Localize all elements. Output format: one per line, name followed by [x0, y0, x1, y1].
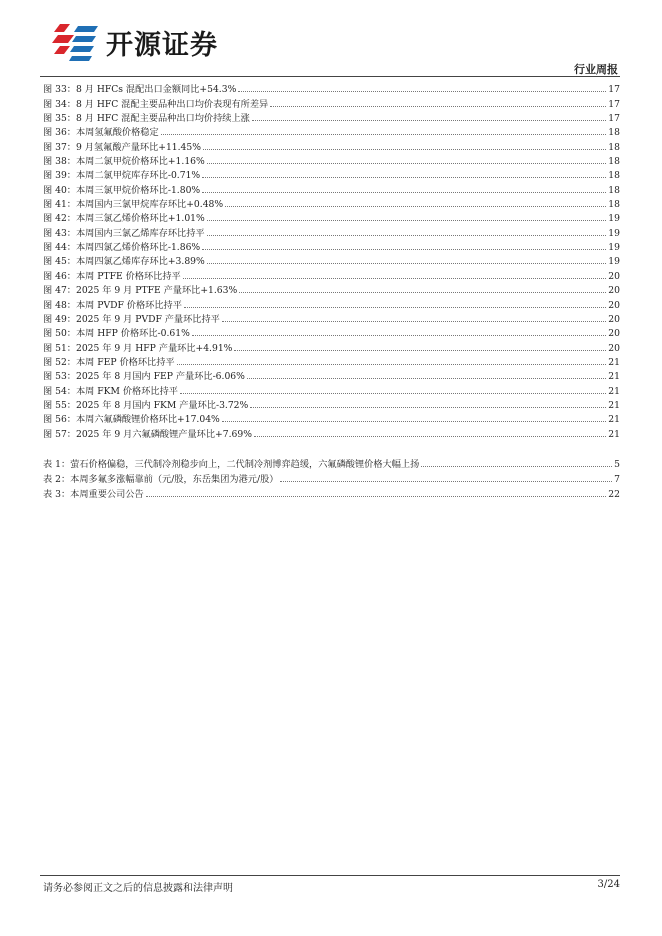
dot-leader	[225, 206, 606, 207]
figure-entry-label: 图 35：8 月 HFC 混配主要品种出口均价持续上涨	[43, 113, 250, 125]
figure-entry[interactable]	[43, 296, 620, 310]
figure-entry[interactable]	[43, 95, 620, 109]
figure-entry[interactable]	[43, 397, 620, 411]
dot-leader	[250, 407, 606, 408]
figure-entry-page: 18	[608, 170, 620, 182]
dot-leader	[202, 192, 606, 193]
figure-entry-label: 图 48：本周 PVDF 价格环比持平	[43, 299, 182, 311]
dot-leader	[146, 496, 607, 497]
figure-entry-label: 图 45：本周四氯乙烯库存环比+3.89%	[43, 256, 205, 268]
dot-leader	[239, 292, 606, 293]
figure-entry-page: 20	[608, 270, 620, 282]
dot-leader	[183, 278, 607, 279]
figure-entry[interactable]	[43, 354, 620, 368]
figure-entry-page: 21	[608, 414, 620, 426]
figure-entry-page: 18	[608, 184, 620, 196]
dot-leader	[207, 235, 607, 236]
figure-entry-label: 图 44：本周四氯乙烯价格环比-1.86%	[43, 242, 201, 254]
figure-entry[interactable]	[43, 253, 620, 267]
figure-entry-page: 21	[608, 399, 620, 411]
figure-list	[43, 81, 620, 440]
table-entry[interactable]	[43, 485, 620, 500]
table-entry-page: 7	[614, 474, 620, 485]
figure-entry[interactable]	[43, 325, 620, 339]
dot-leader	[252, 120, 606, 121]
figure-entry[interactable]	[43, 368, 620, 382]
figure-entry[interactable]	[43, 411, 620, 425]
table-list	[43, 455, 620, 500]
table-entry[interactable]	[43, 470, 620, 485]
figure-entry-page: 20	[608, 328, 620, 340]
dot-leader	[421, 466, 612, 467]
brand-name: 开源证券	[106, 29, 218, 61]
dot-leader	[238, 91, 606, 92]
dot-leader	[202, 177, 606, 178]
brand-logo	[52, 20, 252, 64]
dot-leader	[177, 364, 607, 365]
figure-entry[interactable]	[43, 224, 620, 238]
figure-entry-label: 图 52：本周 FEP 价格环比持平	[43, 356, 175, 368]
dot-leader	[280, 481, 612, 482]
dot-leader	[161, 134, 607, 135]
figure-entry-page: 19	[608, 242, 620, 254]
figure-entry-label: 图 55：2025 年 8 月国内 FKM 产量环比-3.72%	[43, 399, 249, 411]
table-entry-label: 表 1：萤石价格偏稳，三代制冷剂稳步向上，二代制冷剂博弈趋缓，六氟磷酸锂价格大幅上扬	[43, 459, 420, 470]
dot-leader	[180, 393, 606, 394]
table-entry-label: 表 2：本周多氟多涨幅靠前（元/股，东岳集团为港元/股）	[43, 474, 279, 485]
figure-entry-page: 18	[608, 199, 620, 211]
figure-entry[interactable]	[43, 267, 620, 281]
figure-entry[interactable]	[43, 239, 620, 253]
kaiyuan-logo-icon	[52, 22, 100, 62]
figure-entry[interactable]	[43, 167, 620, 181]
figure-entry[interactable]	[43, 124, 620, 138]
figure-entry-label: 图 39：本周二氯甲烷库存环比-0.71%	[43, 170, 201, 182]
figure-entry[interactable]	[43, 311, 620, 325]
figure-entry-label: 图 49：2025 年 9 月 PVDF 产量环比持平	[43, 313, 220, 325]
figure-entry[interactable]	[43, 153, 620, 167]
dot-leader	[202, 249, 606, 250]
dot-leader	[207, 263, 607, 264]
figure-entry-page: 19	[608, 256, 620, 268]
figure-entry-page: 20	[608, 285, 620, 297]
figure-entry-page: 17	[608, 84, 620, 96]
figure-entry-page: 18	[608, 156, 620, 168]
table-entry-page: 5	[614, 459, 620, 470]
footer-divider	[40, 875, 620, 876]
figure-entry-label: 图 54：本周 FKM 价格环比持平	[43, 385, 178, 397]
dot-leader	[270, 106, 606, 107]
dot-leader	[222, 421, 607, 422]
figure-entry-label: 图 57：2025 年 9 月六氟磷酸锂产量环比+7.69%	[43, 428, 252, 440]
figure-entry-page: 18	[608, 127, 620, 139]
figure-entry[interactable]	[43, 210, 620, 224]
figure-entry-page: 19	[608, 213, 620, 225]
dot-leader	[254, 436, 606, 437]
figure-entry-page: 20	[608, 342, 620, 354]
figure-entry-page: 20	[608, 299, 620, 311]
figure-entry-label: 图 50：本周 HFP 价格环比-0.61%	[43, 328, 190, 340]
figure-entry-page: 20	[608, 313, 620, 325]
figure-entry-page: 19	[608, 227, 620, 239]
dot-leader	[207, 220, 607, 221]
figure-entry-label: 图 56：本周六氟磷酸锂价格环比+17.04%	[43, 414, 220, 426]
figure-entry-label: 图 53：2025 年 8 月国内 FEP 产量环比-6.06%	[43, 371, 245, 383]
figure-entry[interactable]	[43, 425, 620, 439]
page-number: 3/24	[597, 879, 620, 890]
figure-entry-page: 21	[608, 428, 620, 440]
figure-entry-label: 图 36：本周氢氟酸价格稳定	[43, 127, 159, 139]
figure-entry-page: 21	[608, 385, 620, 397]
figure-entry[interactable]	[43, 138, 620, 152]
dot-leader	[234, 350, 606, 351]
dot-leader	[207, 163, 607, 164]
figure-entry[interactable]	[43, 81, 620, 95]
figure-entry-label: 图 47：2025 年 9 月 PTFE 产量环比+1.63%	[43, 285, 238, 297]
figure-entry[interactable]	[43, 196, 620, 210]
dot-leader	[247, 378, 606, 379]
figure-entry-page: 18	[608, 141, 620, 153]
table-entry[interactable]	[43, 455, 620, 470]
figure-entry-page: 17	[608, 98, 620, 110]
figure-entry[interactable]	[43, 181, 620, 195]
figure-entry-page: 17	[608, 113, 620, 125]
figure-entry-label: 图 33：8 月 HFCs 混配出口金额同比+54.3%	[43, 84, 237, 96]
figure-entry-label: 图 51：2025 年 9 月 HFP 产量环比+4.91%	[43, 342, 233, 354]
figure-entry-label: 图 41：本周国内三氯甲烷库存环比+0.48%	[43, 199, 224, 211]
table-entry-label: 表 3：本周重要公司公告	[43, 489, 144, 500]
figure-entry-page: 21	[608, 356, 620, 368]
figure-entry[interactable]	[43, 339, 620, 353]
header-divider	[40, 76, 620, 77]
dot-leader	[203, 149, 606, 150]
figure-entry[interactable]	[43, 110, 620, 124]
figure-entry-label: 图 37：9 月氢氟酸产量环比+11.45%	[43, 141, 201, 153]
figure-entry-label: 图 34：8 月 HFC 混配主要品种出口均价表现有所差异	[43, 98, 269, 110]
figure-entry[interactable]	[43, 382, 620, 396]
figure-entry-label: 图 43：本周国内三氯乙烯库存环比持平	[43, 227, 205, 239]
dot-leader	[192, 335, 606, 336]
dot-leader	[184, 307, 606, 308]
figure-entry-label: 图 46：本周 PTFE 价格环比持平	[43, 270, 181, 282]
dot-leader	[222, 321, 606, 322]
figure-entry-label: 图 40：本周三氯甲烷价格环比-1.80%	[43, 184, 201, 196]
report-type-label: 行业周报	[574, 63, 618, 76]
figure-entry-label: 图 42：本周三氯乙烯价格环比+1.01%	[43, 213, 205, 225]
figure-entry[interactable]	[43, 282, 620, 296]
figure-entry-label: 图 38：本周二氯甲烷价格环比+1.16%	[43, 156, 205, 168]
page-footer	[43, 879, 620, 894]
footer-disclaimer: 请务必参阅正文之后的信息披露和法律声明	[43, 883, 233, 894]
figure-entry-page: 21	[608, 371, 620, 383]
table-entry-page: 22	[608, 489, 620, 500]
